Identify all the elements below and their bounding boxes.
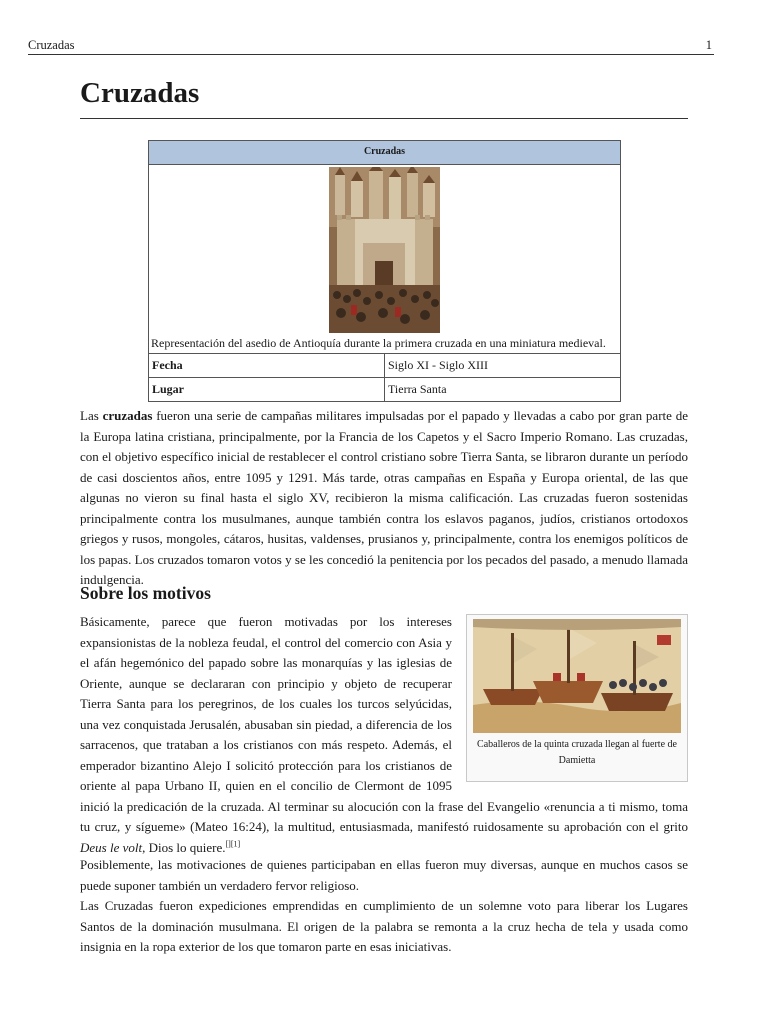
title-divider (80, 118, 688, 119)
page-title: Cruzadas (80, 77, 200, 109)
infobox-header: Cruzadas (149, 141, 620, 165)
paragraph-motivations: Posiblemente, las motivaciones de quienes participaban en ellas fueron muy diversas, aunque en muchos casos se puede suponer también un verdadero fervor religioso. (80, 857, 688, 893)
ships-knights-painting-image[interactable] (473, 619, 681, 733)
infobox-label: Fecha (149, 354, 385, 377)
motivos-block (80, 612, 688, 858)
intro-body: fueron una serie de campañas militares impulsadas por el papado y llevadas a cabo por gran parte de la Europa latina cristiana, principalmente, por la Francia de los Capetos y el Sacro Imperio Romano. Las cruzadas, con el objetivo específico inicial de restablecer el control cristiano sobre Tierra Santa, se libraron durante un período de casi doscientos años, entre 1095 y 1291. Más tarde, otras campañas en España y Europa oriental, de las que algunas no vieron su final hasta el siglo XV, recibieron la misma calificación. Las cruzadas fueron sostenidas principalmente contra los musulmanes, aunque también contra los eslavos paganos, judíos, cristianos ortodoxos griegos y rusos, mongoles, cátaros, husitas, valdenses, prusianos y, principalmente, contra los enemigos políticos de los papas. Los cruzados tomaron votos y se les concedió la penitencia por los pecados del pasado, a menudo llamada indulgencia. (80, 408, 688, 587)
figure-thumbnail (466, 614, 688, 782)
intro-paragraph (80, 406, 688, 591)
infobox-value: Tierra Santa (388, 382, 447, 396)
reference-marker[interactable]: [][1] (225, 839, 241, 849)
infobox-label: Lugar (149, 378, 385, 401)
infobox-row-fecha (149, 353, 620, 377)
castle-siege-miniature-image[interactable] (329, 167, 440, 333)
infobox-row-lugar (149, 377, 620, 401)
motivos-paragraph-end: , Dios lo quiere. (142, 839, 226, 855)
running-header (28, 38, 714, 55)
running-header-title: Cruzadas (28, 38, 75, 52)
paragraph-expeditions: Las Cruzadas fueron expediciones emprendidas en cumplimiento de un solemne voto para liberar los Lugares Santos de la dominación musulmana. El origen de la palabra se remonta a la cruz hecha de tela y usada como insignia en la ropa exterior de los que tomaron parte en esas iniciativas. (80, 898, 688, 954)
section-heading: Sobre los motivos (80, 583, 211, 603)
page-number: 1 (705, 38, 712, 52)
intro-bold-term: cruzadas (102, 408, 153, 423)
infobox-value: Siglo XI - Siglo XIII (388, 358, 488, 372)
motivos-italic-phrase: Deus le volt (80, 839, 143, 855)
infobox-caption: Representación del asedio de Antioquía durante la primera cruzada en una miniatura medieval. (151, 336, 606, 350)
infobox (148, 140, 621, 402)
intro-lead: Las (80, 408, 103, 423)
figure-caption: Caballeros de la quinta cruzada llegan al fuerte de Damietta (477, 739, 677, 766)
infobox-image-area (149, 165, 620, 333)
motivos-paragraph: Básicamente, parece que fueron motivadas por los intereses expansionistas de la nobleza feudal, el control del comercio con Asia y el afán hegemónico del papado sobre las monarquías y las iglesias de Oriente, aunque se declararan con principio y objeto de recuperar Tierra Santa para los peregrinos, de los cuales los turcos selyúcidas, una vez conquistada Jerusalén, abusaban sin piedad, a diferencia de los sarracenos, que trataban a los cristianos con más respeto. Además, el emperador bizantino Alejo I solicitó protección para los cristianos de oriente al papa Urbano II, quien en el concilio de Clermont de 1095 inició la predicación de la cruzada. Al terminar su alocución con la frase del Evangelio «renuncia a ti mismo, toma tu cruz, y sígueme» (Mateo 16:24), la multitud, entusiasmada, manifestó ruidosamente su aprobación con el grito (80, 614, 688, 834)
